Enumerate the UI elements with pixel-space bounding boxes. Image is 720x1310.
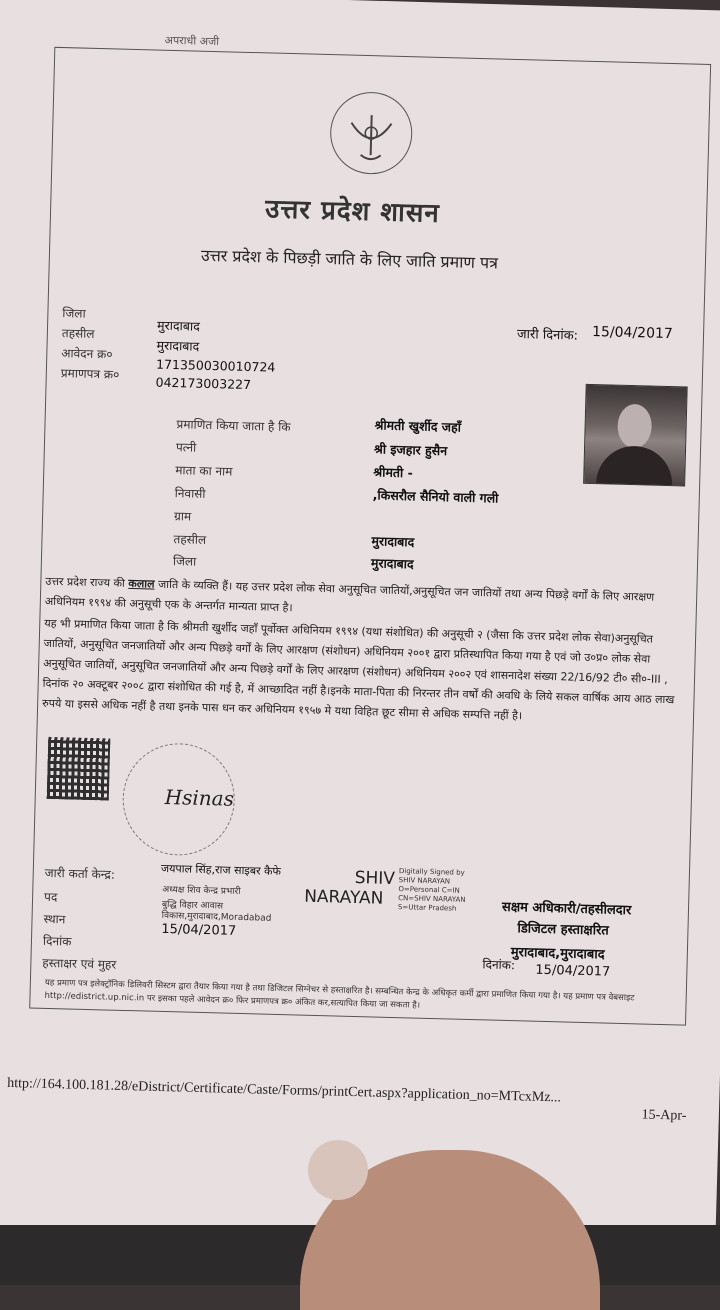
mother-name: श्रीमती - bbox=[373, 464, 414, 481]
issuer-centre-value: जयपाल सिंह,राज साइबर कैफे bbox=[160, 861, 282, 879]
husband-name: श्री इजहार हुसैन bbox=[373, 441, 448, 459]
certificate-number-label: प्रमाणपत्र क्र० bbox=[60, 366, 120, 382]
certify-label: प्रमाणित किया जाता है कि bbox=[176, 417, 291, 435]
print-url: http://164.100.181.28/eDistrict/Certificate/Caste/Forms/printCert.aspx?application_no=MTcxMz... bbox=[7, 1075, 562, 1106]
certificate-number: 042173003227 bbox=[155, 374, 252, 393]
application-label: आवेदन क्र० bbox=[61, 346, 113, 362]
authority-signed: डिजिटल हस्ताक्षरित bbox=[517, 921, 610, 939]
caste-name: कलाल bbox=[128, 576, 155, 591]
authority-place: मुरादाबाद,मुरादाबाद bbox=[510, 945, 605, 963]
certificate-subtitle: उत्तर प्रदेश के पिछड़ी जाति के लिए जाति प्रमाण पत्र bbox=[200, 245, 499, 273]
certification-paragraph: यह भी प्रमाणित किया जाता है कि श्रीमती खुर्शीद जहाँ पूर्वोक्त अधिनियम १९९४ (यथा संशोधित) की अनुसूची २ (जैसा कि उत्तर प्रदेश लोक सेवा)अनुसूचित जातियों, अनुसूचित जनजातियों और अन्य पिछड़े वर्गों के लिए आरक्षण (संशोधन) अधिनियम २००१ द्वारा प्रतिस्थापित किया गया है एवं जो उ०प्र० लोक सेवा अनुसूचित जातियों, अनुसूचित जनजातियों और अन्य पिछड़े वर्गों के लिए आरक्षण (संशोधन) अधिनियम २००२ एवं शासनादेश संख्या 22/16/92 टी० सी०-III , दिनांक २० अक्टूबर २००८ द्वारा संशोधित की गई है, में आच्छादित नहीं है।इनके माता-पिता की निरन्तर तीन वर्षों की अवधि के लिये सकल वार्षिक आय आठ लाख रुपये या इससे अधिक नहीं है तथा इनके पास धन कर अधिनियम १९५७ मे यथा विहित छूट सीमा से अधिक सम्पत्ति नहीं है। bbox=[42, 616, 675, 723]
resident-label: निवासी bbox=[174, 486, 206, 501]
qr-code bbox=[47, 737, 111, 801]
district-value: मुरादाबाद bbox=[156, 317, 201, 334]
application-number: 171350030010724 bbox=[155, 356, 276, 375]
state-emblem bbox=[329, 91, 413, 175]
husband-label: पत्नी bbox=[175, 440, 197, 455]
issuer-date-value: 15/04/2017 bbox=[161, 921, 237, 939]
digital-sign-name-1: SHIV bbox=[354, 867, 396, 890]
tehsil-value: मुरादाबाद bbox=[156, 337, 200, 354]
issuer-place-value-2: विकास,मुरादाबाद,Moradabad bbox=[161, 910, 272, 924]
digital-sign-details: Digitally Signed by SHIV NARAYAN O=Personal C=IN CN=SHIV NARAYAN S=Uttar Pradesh bbox=[397, 867, 466, 913]
issuer-sign-label: हस्ताक्षर एवं मुहर bbox=[42, 955, 117, 972]
tehsil-label: तहसील bbox=[61, 326, 95, 341]
handwritten-signature: Hsinas bbox=[164, 784, 235, 811]
detail-district-value: मुरादाबाद bbox=[370, 555, 414, 572]
mother-label: माता का नाम bbox=[175, 463, 233, 479]
detail-tehsil-label: तहसील bbox=[173, 532, 207, 547]
authority-title: सक्षम अधिकारी/तहसीलदार bbox=[501, 899, 632, 919]
applicant-photo bbox=[583, 384, 688, 487]
caste-paragraph-end: जाति के व्यक्ति हैं। यह उत्तर प्रदेश लोक सेवा अनुसूचित जातियों,अनुसूचित जन जातियों तथा अन्य पिछड़े वर्गों के लिए आरक्षण अधिनियम १९९४ की अनुसूची एक के अन्तर्गत मान्यता प्राप्त है। bbox=[44, 577, 655, 615]
digital-sign-name-2: NARAYAN bbox=[303, 886, 384, 909]
caste-paragraph-start: उत्तर प्रदेश राज्य की bbox=[45, 574, 129, 590]
photo-face bbox=[617, 404, 652, 449]
issuer-place-value-1: बुद्धि विहार आवास bbox=[161, 899, 224, 912]
applicant-name: श्रीमती खुर्शीद जहाँ bbox=[374, 417, 462, 435]
footer-note: यह प्रमाण पत्र इलेक्ट्रॉनिक डिलिवरी सिस्टम द्वारा तैयार किया गया है तथा डिजिटल सिग्नेचर से हस्ताक्षरित है। सम्बन्धित केन्द्र के अधिकृत कर्मी द्वारा प्रमाणित किया गया है। यह प्रमाण पत्र वेबसाइट http://edistrict.up.nic.in पर इसका पहले आवेदन क्र० फिर प्रमाणपत्र क्र० अंकित कर,सत्यापित किया जा सकता है। bbox=[44, 977, 635, 1011]
detail-tehsil-value: मुरादाबाद bbox=[371, 533, 415, 550]
authority-date-value: 15/04/2017 bbox=[535, 962, 611, 980]
authority-date-label: दिनांक: bbox=[482, 957, 516, 973]
detail-district-label: जिला bbox=[172, 554, 197, 569]
issuer-post-label: पद bbox=[43, 889, 58, 905]
issue-date-label: जारी दिनांक: bbox=[516, 327, 579, 344]
issuer-date-label: दिनांक bbox=[42, 933, 72, 949]
thumb-nail bbox=[308, 1140, 368, 1200]
issuer-centre-label: जारी कर्ता केन्द्र: bbox=[44, 865, 116, 882]
photo-shoulders bbox=[596, 445, 673, 485]
issuer-post-value: अध्यक्ष शिव केन्द्र प्रभारी bbox=[162, 884, 241, 897]
village-label: ग्राम bbox=[173, 509, 192, 524]
district-label: जिला bbox=[62, 306, 86, 321]
resident-address: ,किसरौल सैनियो वाली गली bbox=[372, 487, 499, 506]
issue-date-value: 15/04/2017 bbox=[591, 323, 673, 343]
certificate-title: उत्तर प्रदेश शासन bbox=[264, 194, 441, 229]
print-date: 15-Apr- bbox=[641, 1107, 687, 1124]
top-scribble: अपराधी अजी bbox=[164, 33, 220, 49]
issuer-place-label: स्थान bbox=[43, 911, 66, 927]
